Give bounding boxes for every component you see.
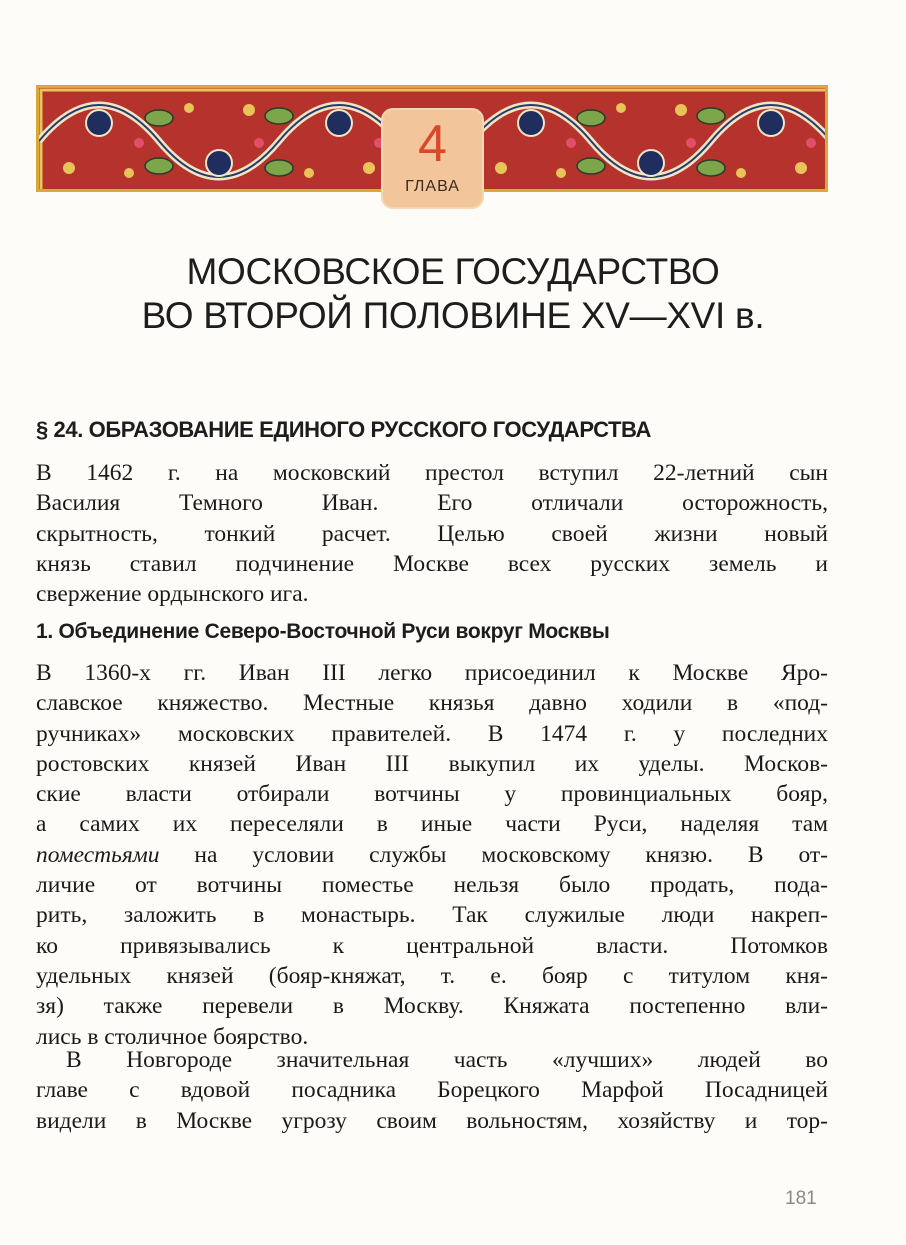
text-line: свержение ордынского ига.	[36, 581, 309, 608]
text-line: удельных князей (бояр-княжат, т. е. бояр с титулом кня-	[36, 962, 828, 989]
text-line: личие от вотчины поместье нельзя было продать, пода-	[36, 872, 828, 899]
term-pomestye: поместьями	[36, 841, 160, 868]
text-line: ко привязывались к центральной власти. Потомков	[36, 932, 828, 959]
body-paragraph	[36, 1045, 828, 1136]
text-line	[36, 840, 828, 870]
text-line: ручниках» московских правителей. В 1474 г. у последних	[36, 720, 828, 747]
chapter-title-line: ВО ВТОРОЙ ПОЛОВИНЕ XV—XVI в.	[141, 295, 765, 336]
text-line: рить, заложить в монастырь. Так служилые люди накреп-	[36, 902, 828, 929]
text-line: ские власти отбирали вотчины у провинциальных бояр,	[36, 781, 828, 808]
chapter-number: 4	[418, 115, 447, 173]
text-line: В 1360-х гг. Иван III легко присоединил к Москве Яро-	[36, 660, 828, 686]
intro-paragraph	[36, 458, 828, 609]
page-number: 181	[785, 1188, 817, 1209]
text-line: лись в столичное боярство.	[36, 1023, 309, 1050]
text-line: скрытность, тонкий расчет. Целью своей жизни новый	[36, 520, 828, 547]
chapter-title	[60, 250, 846, 338]
text-line: Василия Темного Иван. Его отличали осторожность,	[36, 490, 828, 517]
chapter-label: ГЛАВА	[405, 178, 460, 195]
body-paragraph	[36, 658, 828, 1052]
text-line: славское княжество. Местные князья давно ходили в «под-	[36, 690, 828, 717]
text-line: князь ставил подчинение Москве всех русских земель и	[36, 550, 828, 577]
chapter-title-line: МОСКОВСКОЕ ГОСУДАРСТВО	[186, 251, 720, 292]
chapter-number-box	[383, 110, 482, 207]
subsection-heading: 1. Объединение Северо-Восточной Руси вокруг Москвы	[36, 620, 610, 643]
text-line: зя) также перевели в Москву. Княжата постепенно вли-	[36, 993, 828, 1020]
text-line: главе с вдовой посадника Борецкого Марфой Посадницей	[36, 1077, 828, 1104]
text-line: а самих их переселяли в иные части Руси, наделяя там	[36, 811, 828, 838]
text-line: видели в Москве угрозу своим вольностям, хозяйству и тор-	[36, 1107, 828, 1134]
text-line: В Новгороде значительная часть «лучших» людей во	[66, 1047, 828, 1073]
section-heading: § 24. ОБРАЗОВАНИЕ ЕДИНОГО РУССКОГО ГОСУДАРСТВА	[36, 417, 651, 442]
text-line: ростовских князей Иван III выкупил их уделы. Москов-	[36, 750, 828, 777]
text-fragment: на условии службы московскому князю. В от-	[194, 841, 828, 868]
text-line: В 1462 г. на московский престол вступил 22-летний сын	[36, 460, 828, 486]
